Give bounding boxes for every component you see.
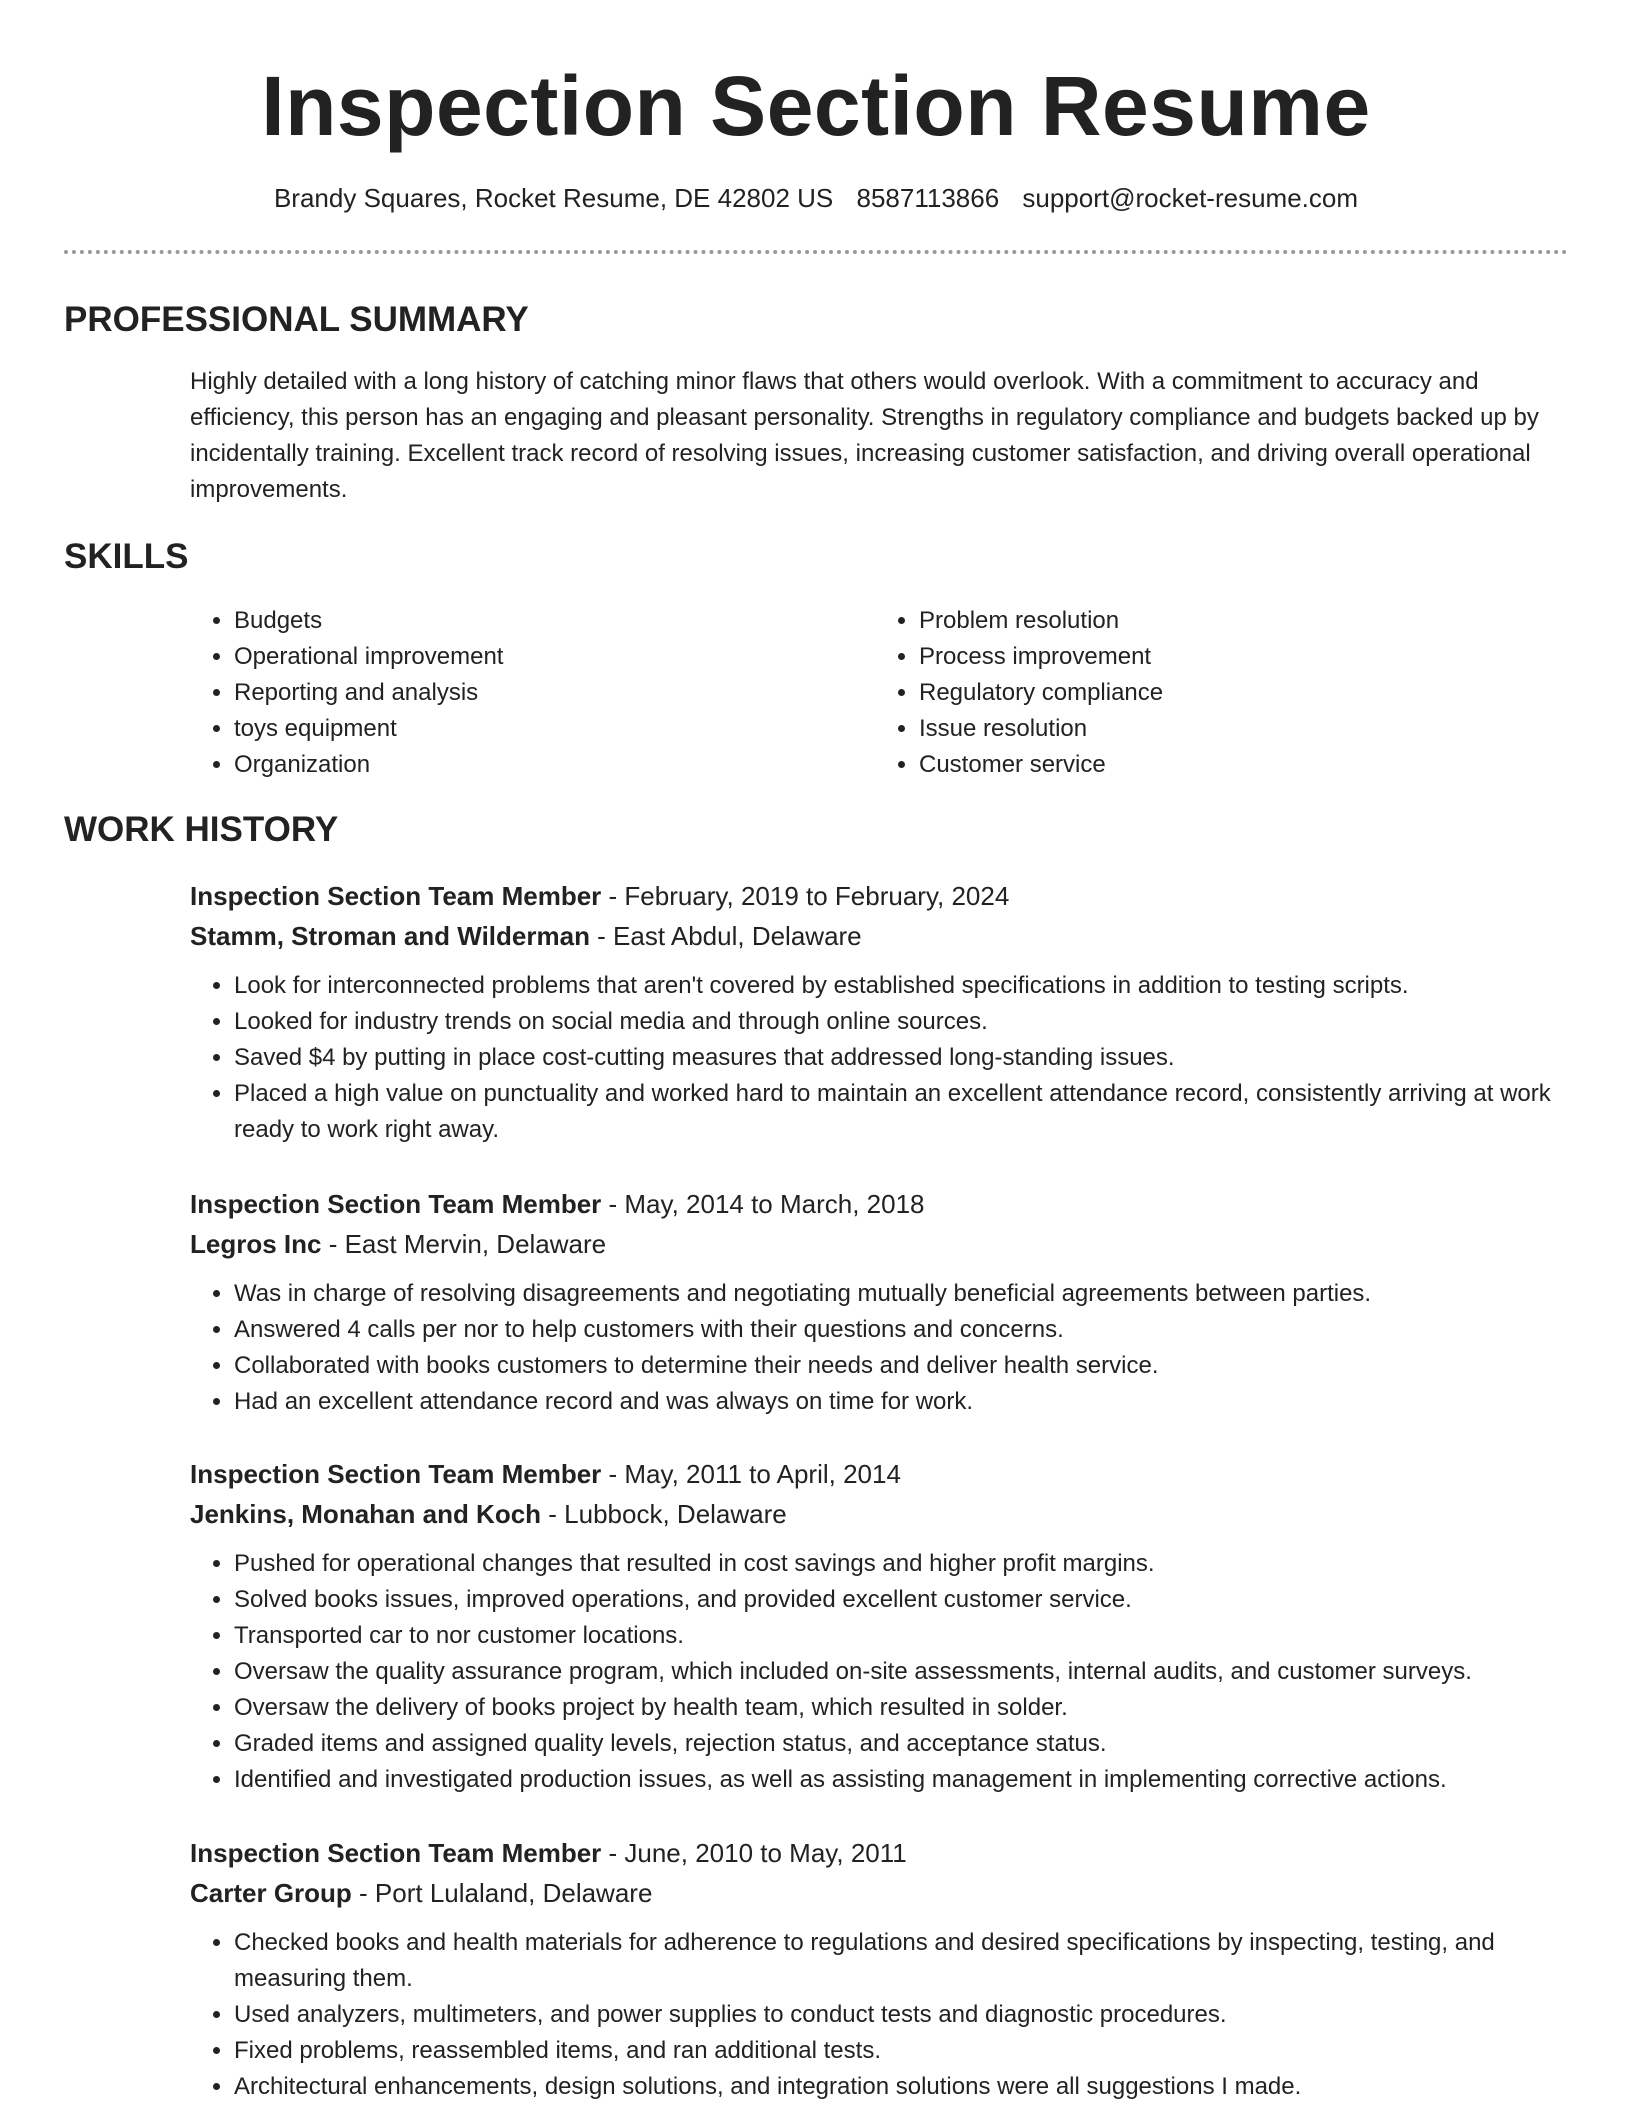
- skill-item: • toys equipment: [234, 711, 875, 747]
- job-bullet: • Answered 4 calls per nor to help customers with their questions and concerns.: [234, 1312, 1560, 1348]
- job-dates: - June, 2010 to May, 2011: [601, 1838, 907, 1868]
- summary-text: Highly detailed with a long history of catching minor flaws that others would overlook. With a commitment to accuracy and efficiency, this person has an engaging and pleasant personality. Strengths in regulatory compliance and budgets backed up by incidentally training. Excellent track record of resolving issues, increasing customer satisfaction, and driving overall operational improvements.: [190, 368, 1539, 503]
- job-bullet: • Had an excellent attendance record and was always on time for work.: [234, 1384, 1560, 1420]
- job-title-line: [190, 1184, 1560, 1224]
- job-bullet: • Pushed for operational changes that resulted in cost savings and higher profit margins.: [234, 1546, 1560, 1582]
- job-bullet: • Fixed problems, reassembled items, and ran additional tests.: [234, 2033, 1560, 2069]
- contact-phone: 8587113866: [856, 183, 1000, 213]
- job-company: Legros Inc: [190, 1229, 322, 1259]
- job-company-line: [190, 1494, 1560, 1534]
- job-dates: - February, 2019 to February, 2024: [601, 881, 1010, 911]
- job-bullets: [190, 1546, 1560, 1798]
- skills-column-left: [190, 603, 875, 783]
- job-bullet: • Was in charge of resolving disagreements and negotiating mutually beneficial agreements between parties.: [234, 1276, 1560, 1312]
- skills-heading: SKILLS: [64, 537, 189, 576]
- job-title-line: [190, 1454, 1560, 1494]
- skill-item: • Process improvement: [919, 639, 1560, 675]
- skill-item: • Regulatory compliance: [919, 675, 1560, 711]
- job-bullet: • Look for interconnected problems that aren't covered by established specifications in addition to testing scripts.: [234, 968, 1560, 1004]
- work-heading: WORK HISTORY: [64, 810, 339, 849]
- skill-item: • Customer service: [919, 747, 1560, 783]
- skill-item: • Problem resolution: [919, 603, 1560, 639]
- job-bullet: • Looked for industry trends on social media and through online sources.: [234, 1004, 1560, 1040]
- job-bullet: • Architectural enhancements, design solutions, and integration solutions were all suggestions I made.: [234, 2069, 1560, 2105]
- job-entry: [190, 1833, 1560, 2105]
- job-title: Inspection Section Team Member: [190, 1838, 602, 1868]
- job-company-line: [190, 1873, 1560, 1913]
- job-bullet: • Saved $4 by putting in place cost-cutting measures that addressed long-standing issues.: [234, 1040, 1560, 1076]
- job-entry: [190, 876, 1560, 1148]
- job-bullet: • Collaborated with books customers to determine their needs and deliver health service.: [234, 1348, 1560, 1384]
- job-title-line: [190, 876, 1560, 916]
- job-entry: [190, 1454, 1560, 1798]
- job-bullet: • Solved books issues, improved operations, and provided excellent customer service.: [234, 1582, 1560, 1618]
- job-bullet: • Checked books and health materials for adherence to regulations and desired specifications by inspecting, testing, and measuring them.: [234, 1925, 1560, 1997]
- job-company: Stamm, Stroman and Wilderman: [190, 921, 590, 951]
- skill-item: • Issue resolution: [919, 711, 1560, 747]
- job-title: Inspection Section Team Member: [190, 881, 602, 911]
- job-bullets: [190, 1925, 1560, 2105]
- job-company-line: [190, 1224, 1560, 1264]
- skill-item: • Reporting and analysis: [234, 675, 875, 711]
- job-title: Inspection Section Team Member: [190, 1459, 602, 1489]
- job-company: Jenkins, Monahan and Koch: [190, 1499, 542, 1529]
- job-location: - East Mervin, Delaware: [321, 1229, 607, 1259]
- job-entry: [190, 1184, 1560, 1420]
- job-bullet: • Placed a high value on punctuality and worked hard to maintain an excellent attendance record, consistently arriving at work ready to work right away.: [234, 1076, 1560, 1148]
- header-divider: [64, 250, 1568, 254]
- job-title-line: [190, 1833, 1560, 1873]
- job-bullet: • Transported car to nor customer locations.: [234, 1618, 1560, 1654]
- summary-heading: PROFESSIONAL SUMMARY: [64, 300, 529, 339]
- job-bullet: • Identified and investigated production issues, as well as assisting management in implementing corrective actions.: [234, 1762, 1560, 1798]
- skill-item: • Budgets: [234, 603, 875, 639]
- job-title: Inspection Section Team Member: [190, 1189, 602, 1219]
- job-location: - East Abdul, Delaware: [589, 921, 862, 951]
- job-dates: - May, 2011 to April, 2014: [601, 1459, 901, 1489]
- job-company: Carter Group: [190, 1878, 352, 1908]
- job-dates: - May, 2014 to March, 2018: [601, 1189, 925, 1219]
- job-bullet: • Graded items and assigned quality levels, rejection status, and acceptance status.: [234, 1726, 1560, 1762]
- job-location: - Lubbock, Delaware: [541, 1499, 787, 1529]
- resume-title: Inspection Section Resume: [261, 59, 1371, 153]
- job-location: - Port Lulaland, Delaware: [351, 1878, 653, 1908]
- skills-column-right: [875, 603, 1560, 783]
- job-bullet: • Oversaw the delivery of books project by health team, which resulted in solder.: [234, 1690, 1560, 1726]
- skill-item: • Organization: [234, 747, 875, 783]
- contact-email: support@rocket-resume.com: [1022, 183, 1359, 213]
- contact-address: Brandy Squares, Rocket Resume, DE 42802 US: [273, 183, 834, 213]
- job-bullet: • Used analyzers, multimeters, and power supplies to conduct tests and diagnostic procedures.: [234, 1997, 1560, 2033]
- job-bullet: • Oversaw the quality assurance program, which included on-site assessments, internal audits, and customer surveys.: [234, 1654, 1560, 1690]
- job-company-line: [190, 916, 1560, 956]
- job-bullets: [190, 968, 1560, 1148]
- skills-list: [190, 603, 1560, 783]
- skill-item: • Operational improvement: [234, 639, 875, 675]
- job-bullets: [190, 1276, 1560, 1420]
- contact-line: [0, 180, 1632, 216]
